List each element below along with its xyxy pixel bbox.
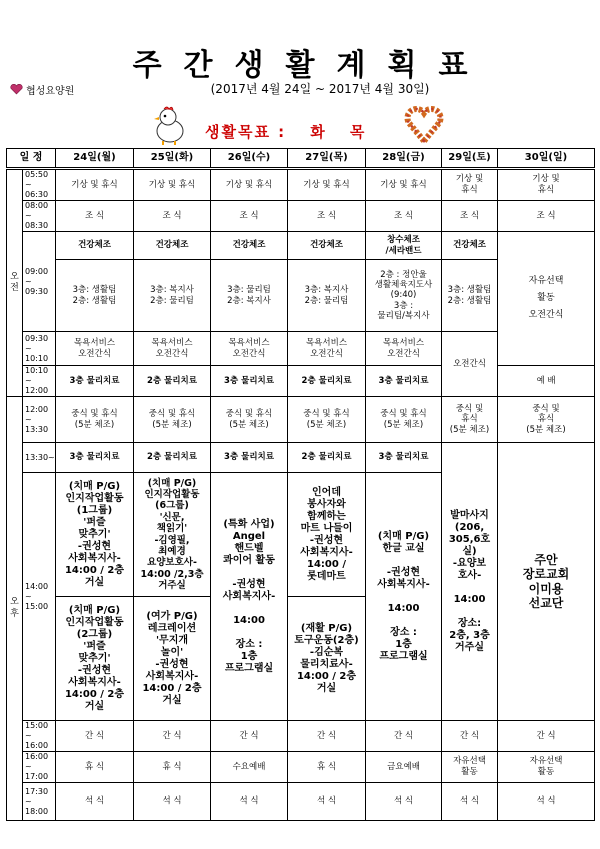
schedule-cell: 목욕서비스 오전간식 [56,332,134,366]
schedule-cell: 3층 물리치료 [211,443,288,473]
schedule-cell: 기상 및 휴식 [442,169,498,201]
schedule-cell: 자유선택 활동 [442,752,498,783]
schedule-cell: 중식 및 휴식 (5분 체조) [288,397,366,443]
schedule-cell: 3층 물리치료 [56,443,134,473]
schedule-cell: 수요예배 [211,752,288,783]
schedule-cell: 간 식 [498,721,595,752]
schedule-cell: 휴 식 [56,752,134,783]
schedule-cell: 2층 : 정안울 생활체육지도사 (9:40) 3층 : 물리팀/복지사 [366,260,442,332]
time-slot: 09:30 ~ 10:10 [23,332,56,366]
schedule-cell: 중식 및 휴식 (5분 체조) [134,397,211,443]
schedule-cell: 간 식 [442,721,498,752]
schedule-cell: 석 식 [134,783,211,821]
schedule-cell: 간 식 [134,721,211,752]
schedule-cell: 목욕서비스 오전간식 [134,332,211,366]
schedule-cell: 중식 및 휴식 (5분 체조) [498,397,595,443]
schedule-cell: 3층: 복지사 2층: 물리팀 [288,260,366,332]
schedule-cell: 3층 물리치료 [211,366,288,397]
schedule-cell: 자유선택 활동 오전간식 [498,232,595,366]
schedule-cell: 발마사지 (206, 305,6호 실) -요양보 호사- 14:00 장소: 2층, 3층 거주실 [442,443,498,721]
schedule-cell: (특화 사업) Angel 핸드벨 콰이어 활동 -권성현 사회복지사- 14:00 장소 : 1층 프로그램실 [211,473,288,721]
schedule-cell: 3층 물리치료 [56,366,134,397]
schedule-cell: 목욕서비스 오전간식 [288,332,366,366]
schedule-cell: 조 식 [498,201,595,232]
goal-value: 화 목 [310,123,375,141]
schedule-cell: 중식 및 휴식 (5분 체조) [442,397,498,443]
schedule-cell: 2층 물리치료 [134,366,211,397]
schedule-cell: 조 식 [442,201,498,232]
org-label: 협성요양원 [26,86,75,97]
time-slot: 09:00 ~ 09:30 [23,232,56,332]
period: (2017년 4월 24일 ~ 2017년 4월 30일) [210,82,430,96]
schedule-cell: 2층 물리치료 [288,443,366,473]
schedule-cell: 중식 및 휴식 (5분 체조) [366,397,442,443]
schedule-cell: 간 식 [288,721,366,752]
schedule-cell: 간 식 [56,721,134,752]
schedule-cell: 석 식 [288,783,366,821]
day-header: 25일(화) [134,149,211,169]
schedule-cell: 휴 식 [288,752,366,783]
time-slot: 15:00 ~ 16:00 [23,721,56,752]
day-header: 24일(월) [56,149,134,169]
schedule-cell: 건강체조 [442,232,498,260]
life-goal [205,121,374,142]
day-header: 29일(토) [442,149,498,169]
schedule-cell: 건강체조 [288,232,366,260]
page-title: 주간생활계획표 [132,48,490,83]
schedule-cell: 건강체조 [211,232,288,260]
schedule-cell: 건강체조 [134,232,211,260]
schedule-cell: 휴 식 [134,752,211,783]
schedule-cell: 조 식 [366,201,442,232]
schedule-cell: 조 식 [211,201,288,232]
heart-wreath-icon [404,103,444,145]
schedule-cell: 목욕서비스 오전간식 [366,332,442,366]
schedule-cell: 금요예배 [366,752,442,783]
schedule-cell: 창수체조 /세라밴드 [366,232,442,260]
schedule-cell: 중식 및 휴식 (5분 체조) [211,397,288,443]
schedule-cell: 3층 물리치료 [366,443,442,473]
schedule-cell: 인어데 봉사자와 함께하는 마트 나들이 -권성현 사회복지사- 14:00 / 롯데마트 [288,473,366,597]
time-slot: 12:00 ~ 13:30 [23,397,56,443]
schedule-cell: (여가 P/G) 레크레이션 '무지개 놀이' -권성현 사회복지사- 14:00 / 2층 거실 [134,597,211,721]
schedule-cell: 석 식 [366,783,442,821]
schedule-cell: 조 식 [56,201,134,232]
schedule-cell: 조 식 [134,201,211,232]
schedule-cell: (치매 P/G) 인지작업활동 (6그룹) '신문, 책읽기' -김영필, 최예경 요양보호사- 14:00 /2,3층 거주실 [134,473,211,597]
chick-illustration-icon [150,105,188,145]
schedule-cell: 목욕서비스 오전간식 [211,332,288,366]
schedule-cell: 석 식 [56,783,134,821]
schedule-cell: 3층: 생활팀 2층: 생활팀 [56,260,134,332]
time-slot: 17:30 ~ 18:00 [23,783,56,821]
time-slot: 05:50 ~ 06:30 [23,169,56,201]
day-header: 27일(목) [288,149,366,169]
schedule-cell: 간 식 [366,721,442,752]
time-slot: 13:30~ [23,443,56,473]
day-header: 30일(일) [498,149,595,169]
schedule-cell: 기상 및 휴식 [366,169,442,201]
day-header: 28일(금) [366,149,442,169]
schedule-cell: 건강체조 [56,232,134,260]
schedule-cell: 석 식 [498,783,595,821]
time-slot: 14:00 ~ 15:00 [23,473,56,721]
schedule-cell: 기상 및 휴식 [288,169,366,201]
time-slot: 16:00 ~ 17:00 [23,752,56,783]
schedule-cell: 중식 및 휴식 (5분 체조) [56,397,134,443]
day-header: 26일(수) [211,149,288,169]
schedule-cell: 3층: 복지사 2층: 물리팀 [134,260,211,332]
corner-header: 일 정 [7,149,56,169]
schedule-cell: 간 식 [211,721,288,752]
weekly-schedule-table [6,148,595,821]
schedule-cell: 자유선택 활동 [498,752,595,783]
schedule-cell: (치매 P/G) 인지작업활동 (1그룹) '퍼즐 맞추기' -권성현 사회복지사- 14:00 / 2층 거실 [56,473,134,597]
schedule-cell: 조 식 [288,201,366,232]
schedule-cell: 2층 물리치료 [134,443,211,473]
schedule-cell: (치매 P/G) 한글 교실 -권성현 사회복지사- 14:00 장소 : 1층 프로그램실 [366,473,442,721]
schedule-cell: (치매 P/G) 인지작업활동 (2그룹) '퍼즐 맞추기' -권성현 사회복지사- 14:00 / 2층 거실 [56,597,134,721]
schedule-cell: 기상 및 휴식 [211,169,288,201]
schedule-cell: 기상 및 휴식 [498,169,595,201]
schedule-cell: 기상 및 휴식 [134,169,211,201]
time-slot: 08:00 ~ 08:30 [23,201,56,232]
schedule-cell: 석 식 [442,783,498,821]
goal-label: 생활목표 : [205,123,287,141]
schedule-cell: (재활 P/G) 토구운동(2층) -김순복 물리치료사- 14:00 / 2층 거실 [288,597,366,721]
schedule-cell: 3층: 생활팀 2층: 생활팀 [442,260,498,332]
schedule-cell: 기상 및 휴식 [56,169,134,201]
schedule-cell: 주안 장로교회 이미용 선교단 [498,443,595,721]
time-slot: 10:10 ~ 12:00 [23,366,56,397]
schedule-cell: 2층 물리치료 [288,366,366,397]
section-pm: 오 후 [7,397,23,821]
schedule-cell: 3층 물리치료 [366,366,442,397]
section-am: 오 전 [7,169,23,397]
schedule-cell: 3층: 물리팀 2층: 복지사 [211,260,288,332]
schedule-cell: 석 식 [211,783,288,821]
schedule-cell: 오전간식 [442,332,498,397]
schedule-cell: 예 배 [498,366,595,397]
